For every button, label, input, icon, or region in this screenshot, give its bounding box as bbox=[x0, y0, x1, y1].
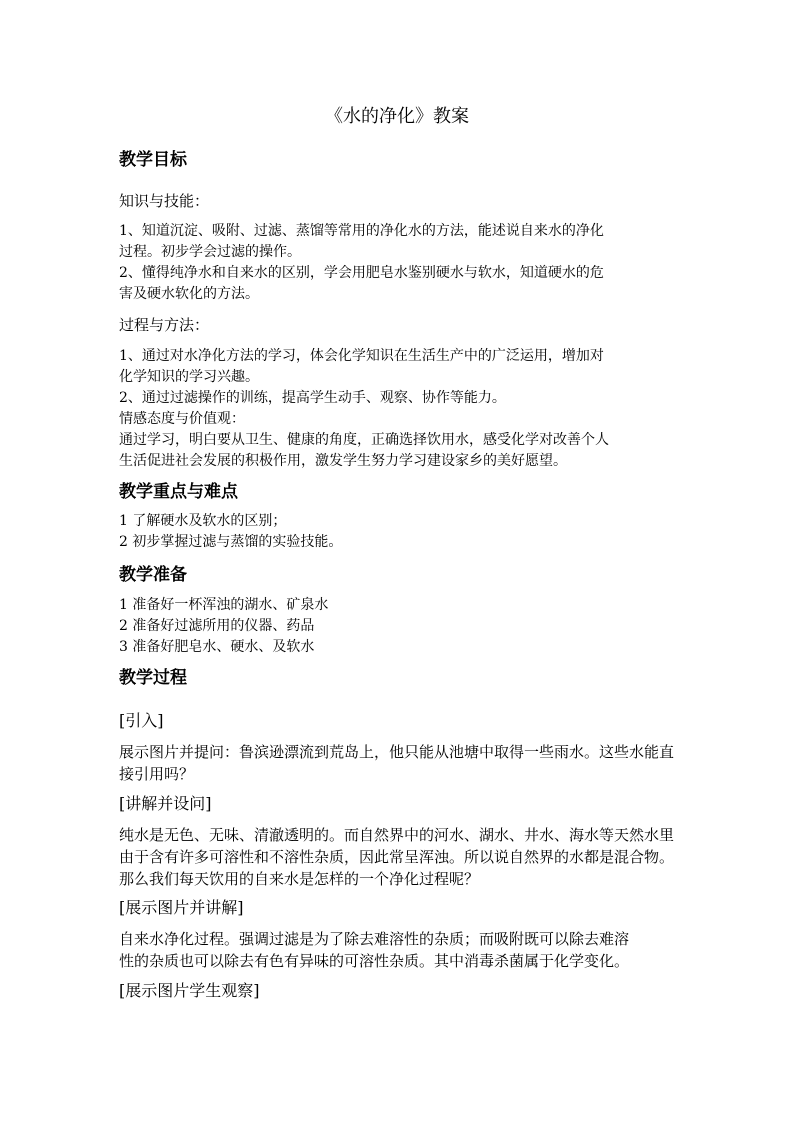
text-line: 过程。初步学会过滤的操作。 bbox=[119, 244, 301, 260]
key-points-list bbox=[119, 511, 699, 553]
heading-teaching-goals: 教学目标 bbox=[119, 150, 187, 170]
text-line: 接引用吗？ bbox=[119, 765, 195, 783]
subheading-knowledge-skills: 知识与技能： bbox=[119, 192, 210, 210]
text-line: 害及硬水软化的方法。 bbox=[119, 286, 259, 302]
text-line: 性的杂质也可以除去有色有异味的可溶性杂质。其中消毒杀菌属于化学变化。 bbox=[119, 952, 630, 970]
process-paragraph bbox=[119, 346, 699, 472]
text-line: 2、通过过滤操作的训练，提高学生动手、观察、协作等能力。 bbox=[119, 390, 506, 406]
list-item: 1 了解硬水及软水的区别； bbox=[119, 513, 287, 529]
heading-preparation: 教学准备 bbox=[119, 565, 187, 585]
text-line: 生活促进社会发展的积极作用，激发学生努力学习建设家乡的美好愿望。 bbox=[119, 453, 567, 469]
heading-key-points: 教学重点与难点 bbox=[119, 482, 238, 502]
label-explain-question: [讲解并设问] bbox=[119, 794, 212, 813]
text-line: 展示图片并提问：鲁滨逊漂流到荒岛上，他只能从池塘中取得一些雨水。这些水能直 bbox=[119, 743, 675, 761]
label-show-explain: [展示图片并讲解] bbox=[119, 898, 244, 917]
heading-teaching-process: 教学过程 bbox=[119, 668, 187, 688]
list-item: 2 初步掌握过滤与蒸馏的实验技能。 bbox=[119, 534, 343, 550]
show-paragraph bbox=[119, 928, 719, 972]
text-line: 通过学习，明白要从卫生、健康的角度，正确选择饮用水，感受化学对改善个人 bbox=[119, 432, 609, 448]
text-line: 化学知识的学习兴趣。 bbox=[119, 369, 259, 385]
text-line: 自来水净化过程。强调过滤是为了除去难溶性的杂质；而吸附既可以除去难溶 bbox=[119, 930, 630, 948]
label-intro: [引入] bbox=[119, 711, 164, 730]
subheading-process-methods: 过程与方法： bbox=[119, 316, 210, 334]
document-title: 《水的净化》教案 bbox=[325, 106, 469, 127]
text-line: 情感态度与价值观： bbox=[119, 411, 245, 427]
list-item: 3 准备好肥皂水、硬水、及软水 bbox=[119, 639, 315, 655]
text-line: 1、通过对水净化方法的学习，体会化学知识在生活生产中的广泛运用，增加对 bbox=[119, 348, 604, 364]
text-line: 纯水是无色、无味、清澈透明的。而自然界中的河水、湖水、井水、海水等天然水里 bbox=[119, 826, 675, 844]
label-show-observe: [展示图片学生观察] bbox=[119, 981, 260, 1000]
list-item: 2 准备好过滤所用的仪器、药品 bbox=[119, 618, 315, 634]
text-line: 那么我们每天饮用的自来水是怎样的一个净化过程呢？ bbox=[119, 870, 480, 888]
text-line: 2、懂得纯净水和自来水的区别，学会用肥皂水鉴别硬水与软水，知道硬水的危 bbox=[119, 265, 604, 281]
knowledge-paragraph bbox=[119, 221, 699, 305]
list-item: 1 准备好一杯浑浊的湖水、矿泉水 bbox=[119, 597, 329, 613]
text-line: 由于含有许多可溶性和不溶性杂质，因此常呈浑浊。所以说自然界的水都是混合物。 bbox=[119, 848, 675, 866]
intro-paragraph bbox=[119, 741, 719, 785]
text-line: 1、知道沉淀、吸附、过滤、蒸馏等常用的净化水的方法，能述说自来水的净化 bbox=[119, 223, 604, 239]
explain-paragraph bbox=[119, 824, 719, 890]
preparation-list bbox=[119, 595, 699, 658]
